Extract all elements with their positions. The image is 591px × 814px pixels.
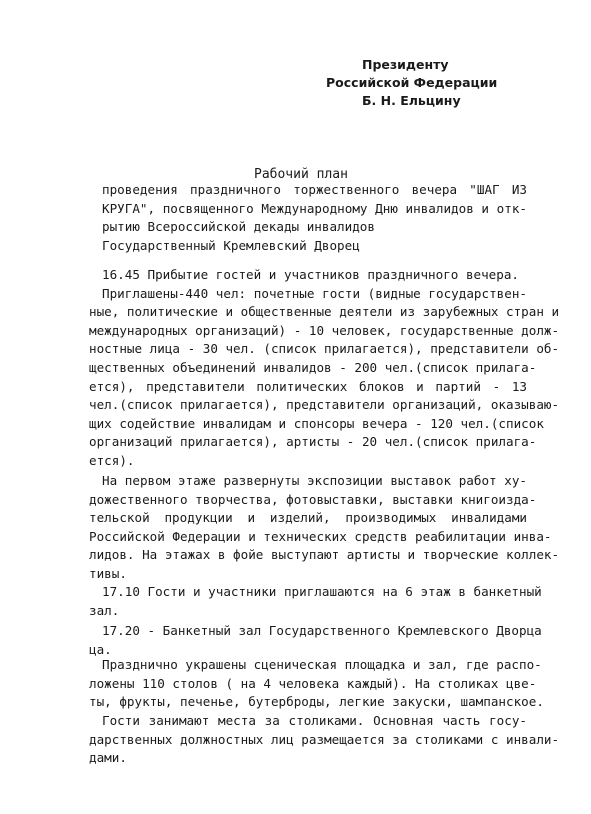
addressee-country: Российской Федерации — [326, 75, 498, 90]
paragraph-line: ные, политические и общественные деятели из зарубежных стран и — [89, 304, 560, 320]
paragraph-line: тивы. — [89, 565, 127, 581]
paragraph-line: организаций прилагается), артисты - 20 чел.(список прилага- — [89, 434, 537, 450]
paragraph-line: щих содействие инвалидам и спонсоры вечера - 120 чел.(список — [89, 415, 544, 431]
intro-line: КРУГА", посвященного Международному Дню инвалидов и отк- — [102, 200, 527, 216]
intro-line: Государственный Кремлевский Дворец — [102, 237, 360, 253]
exhibition-paragraph — [89, 472, 560, 584]
paragraph-line: лидов. На этажах в фойе выступают артисты и творческие коллек- — [89, 547, 560, 563]
paragraph-line: ностные лица - 30 чел. (список прилагается), представители об- — [89, 341, 560, 357]
paragraph-line: чел.(список прилагается), представители организаций, оказываю- — [89, 397, 560, 413]
paragraph-line: Празднично украшены сценическая площадка и зал, где распо- — [102, 657, 542, 672]
paragraph-line: ется). — [89, 452, 135, 468]
decoration-paragraph — [89, 656, 544, 712]
paragraph-line: 17.20 - Банкетный зал Государственного Кремлевского Дворца — [102, 623, 542, 638]
paragraph-line: зал. — [89, 602, 120, 618]
paragraph-line: тельской продукции и изделий, производимых инвалидами — [89, 510, 527, 526]
paragraph-line: Гости занимают места за столиками. Основная часть госу- — [102, 713, 527, 728]
paragraph-line: 17.10 Гости и участники приглашаются на 6 этаж в банкетный — [102, 584, 542, 599]
paragraph-line: дожественного творчества, фотовыставки, выставки книгоизда- — [89, 491, 537, 507]
banquet-invite-paragraph — [89, 583, 542, 620]
paragraph-line: 16.45 Прибытие гостей и участников праздничного вечера. — [102, 267, 520, 282]
addressee-block — [318, 56, 498, 110]
paragraph-line: Российской Федерации и технических средств реабилитации инва- — [89, 528, 552, 544]
intro-paragraph — [102, 181, 527, 255]
paragraph-line: ты, фрукты, печенье, бутерброды, легкие закуски, шампанское. — [89, 694, 544, 710]
paragraph-line: ется), представители политических блоков и партий - 13 — [89, 378, 527, 394]
addressee-name: Б. Н. Ельцину — [362, 93, 461, 108]
intro-line: рытию Всероссийской декады инвалидов — [102, 219, 375, 235]
document-title: Рабочий план — [254, 167, 348, 182]
arrival-paragraph — [89, 266, 560, 471]
paragraph-line: На первом этаже развернуты экспозиции выставок работ ху- — [102, 473, 527, 488]
seating-paragraph — [89, 712, 560, 768]
paragraph-line: ложены 110 столов ( на 4 человека каждый). На столиках цве- — [89, 675, 537, 691]
banquet-hall-paragraph — [89, 622, 542, 659]
paragraph-line: дами. — [89, 750, 127, 766]
intro-line: проведения праздничного торжественного вечера "ШАГ ИЗ — [102, 182, 527, 197]
paragraph-line: дарственных должностных лиц размещается за столиками с инвали- — [89, 731, 560, 747]
paragraph-line: щественных объединений инвалидов - 200 чел.(список прилага- — [89, 359, 537, 375]
paragraph-line: Приглашены-440 чел: почетные гости (видные государствен- — [102, 285, 527, 301]
paragraph-line: международных организаций) - 10 человек, государственные долж- — [89, 322, 560, 338]
addressee-title: Президенту — [362, 57, 449, 72]
paragraph-line: ца. — [89, 641, 112, 657]
